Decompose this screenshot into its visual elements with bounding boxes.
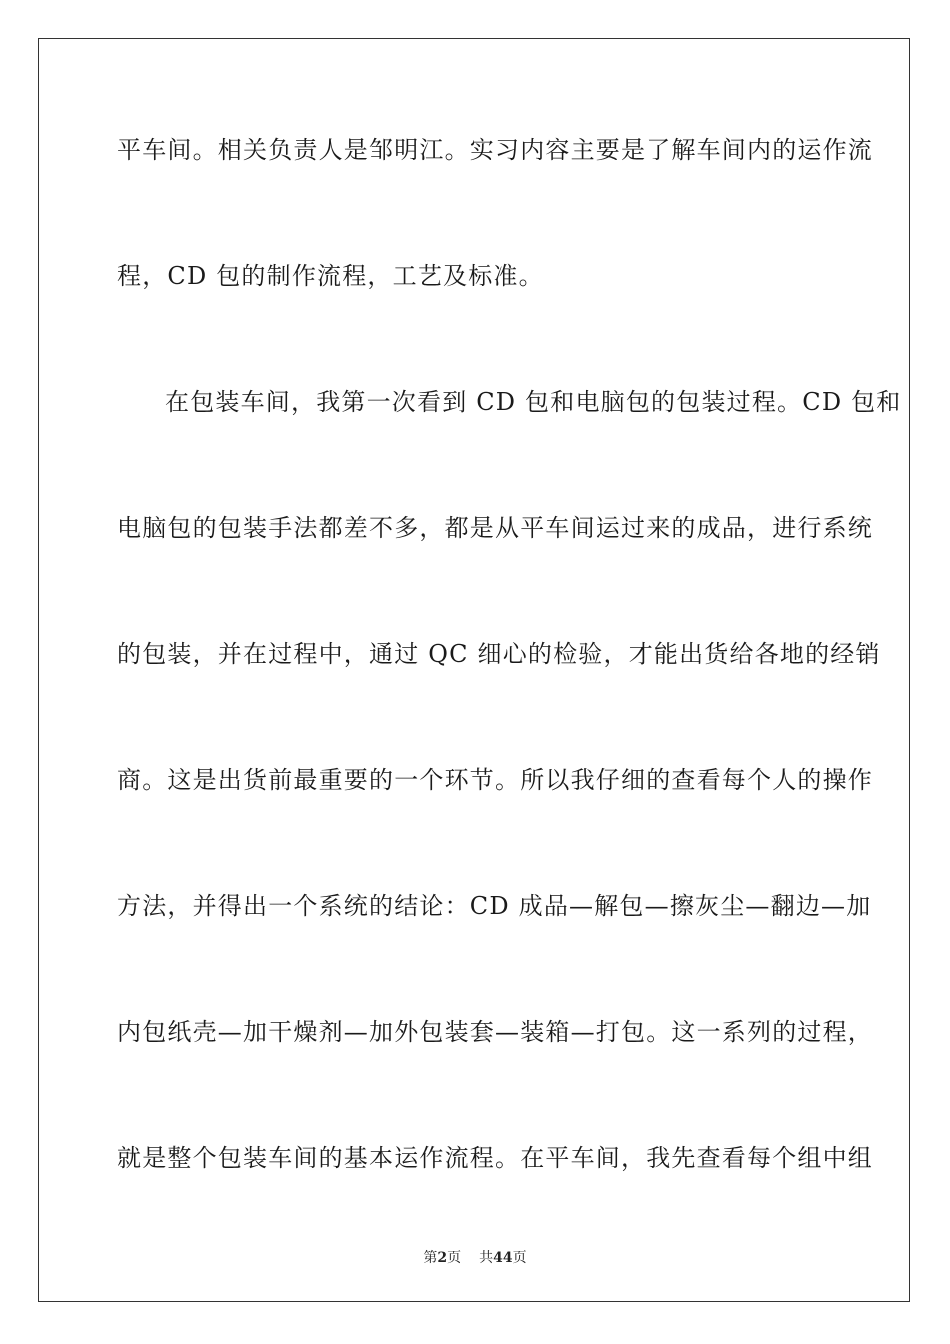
body-line-5: 的包装，并在过程中，通过 QC 细心的检验，才能出货给各地的经销 (117, 640, 881, 668)
total-pages: 44 (493, 1250, 513, 1266)
body-line-8: 内包纸壳—加干燥剂—加外包装套—装箱—打包。这一系列的过程， (117, 1018, 873, 1046)
body-line-1: 平车间。相关负责人是邹明江。实习内容主要是了解车间内的运作流 (117, 136, 873, 164)
body-line-9: 就是整个包装车间的基本运作流程。在平车间，我先查看每个组中组 (117, 1144, 873, 1172)
page-footer (0, 1247, 950, 1267)
body-line-4: 电脑包的包装手法都差不多，都是从平车间运过来的成品，进行系统 (117, 514, 873, 542)
document-body (117, 122, 902, 1256)
total-prefix: 共 (479, 1250, 494, 1266)
body-line-6: 商。这是出货前最重要的一个环节。所以我仔细的查看每个人的操作 (117, 766, 873, 794)
page-number: 2 (437, 1250, 448, 1266)
body-line-2: 程，CD 包的制作流程，工艺及标准。 (117, 262, 544, 290)
body-line-7: 方法，并得出一个系统的结论：CD 成品—解包—擦灰尘—翻边—加 (117, 892, 872, 920)
body-line-3: 在包装车间，我第一次看到 CD 包和电脑包的包装过程。CD 包和 (165, 388, 902, 416)
page-prefix: 第 (423, 1250, 438, 1266)
total-suffix: 页 (512, 1250, 527, 1266)
page-suffix: 页 (447, 1250, 462, 1266)
